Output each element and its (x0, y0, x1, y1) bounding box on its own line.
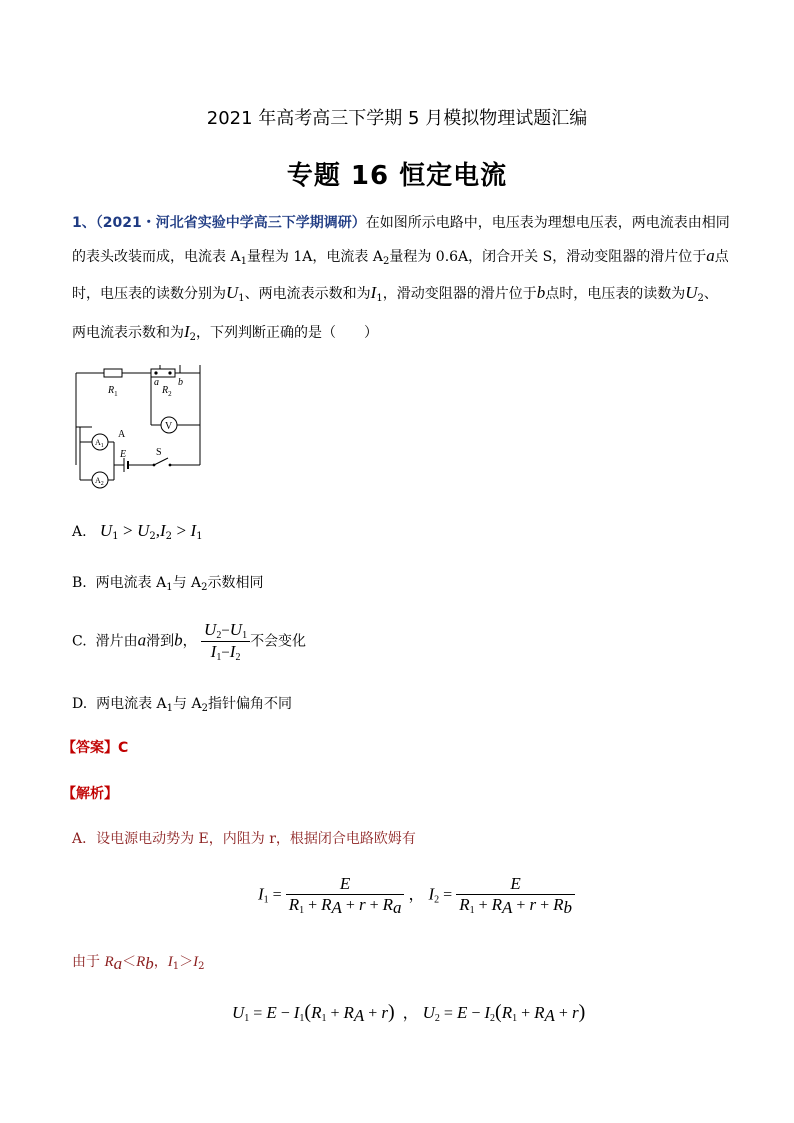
question-line-4 (72, 322, 378, 348)
sym: ) (578, 1001, 586, 1023)
sub: 1 (469, 905, 475, 916)
sym: R (104, 954, 114, 970)
sub: 2 (198, 961, 205, 972)
sub: A (331, 898, 342, 917)
label-V: V (165, 421, 173, 432)
sub: 2 (165, 531, 173, 542)
symbol-U: U (226, 283, 239, 302)
sub: 1 (112, 531, 119, 542)
sym: = (272, 886, 282, 904)
sub: 1 (299, 905, 305, 916)
label-A2: $A_2$ (95, 476, 104, 487)
sym: ， (402, 1005, 419, 1022)
sym: R (501, 1003, 513, 1022)
sym: I (428, 884, 435, 904)
sub: 1 (166, 703, 174, 714)
sym: + (308, 897, 318, 914)
option-text: 两电流表 A (95, 575, 167, 591)
question-line-3 (72, 283, 718, 309)
sym: R (382, 895, 393, 914)
sub: b (145, 954, 154, 973)
option-c (72, 620, 306, 663)
sym: I (190, 521, 197, 540)
sub: 1 (196, 531, 203, 542)
q-text: 量程为 1A，电流表 A (246, 249, 383, 265)
sym: − (280, 1005, 290, 1022)
sub: 1 (376, 293, 383, 304)
sub: A (502, 898, 513, 917)
sub: 2 (216, 630, 222, 641)
sym: r (571, 1003, 579, 1022)
sub: 2 (490, 1013, 496, 1024)
label-b: b (178, 377, 183, 388)
sym: R (288, 895, 300, 914)
q-text: 点 (714, 249, 729, 265)
sym: = (443, 886, 453, 904)
q-text: 、两电流表示数和为 (244, 286, 371, 302)
sub: 2 (201, 582, 208, 593)
sym: + (521, 1005, 531, 1022)
sym: ) (387, 1001, 395, 1023)
sub: 1 (512, 1013, 518, 1024)
sym: I (229, 642, 236, 661)
sym: I (293, 1003, 300, 1022)
answer-label: 【答案】C (62, 740, 129, 756)
option-letter: A. (72, 524, 87, 540)
sym: U (204, 620, 217, 639)
q-text: 、 (703, 286, 718, 302)
sym: + (369, 897, 379, 914)
text: ， (153, 954, 168, 970)
formula-voltages (232, 1000, 585, 1026)
sym: r (529, 895, 537, 914)
label-S: S (156, 447, 162, 458)
sym: I (484, 1003, 491, 1022)
symbol-b: b (536, 283, 546, 302)
sym: , (155, 521, 160, 540)
sym: R (311, 1003, 322, 1022)
analysis-label: 【解析】 (62, 786, 118, 802)
question-source: （2021・河北省实验中学高三下学期调研） (95, 215, 366, 231)
sym: + (330, 1005, 340, 1022)
sym: = (253, 1005, 263, 1022)
sym: + (540, 897, 550, 914)
sub: 2 (434, 894, 440, 906)
sub: 1 (242, 630, 248, 641)
sym: ＞ (179, 954, 194, 970)
topic-title: 专题 16 恒定电流 (286, 161, 508, 191)
sym: E (456, 1003, 468, 1022)
sym: + (345, 897, 355, 914)
sym: = (443, 1005, 453, 1022)
sym: R (459, 895, 470, 914)
q-text: ，下列判断正确的是（ ） (196, 325, 379, 341)
symbol-a: a (706, 246, 715, 265)
sym: U (422, 1003, 435, 1022)
series-title: 2021 年高考高三下学期 5 月模拟物理试题汇编 (206, 108, 588, 129)
question-text-1: 在如图所示电路中，电压表为理想电压表，两电流表由相同 (365, 215, 730, 231)
option-letter: C. (72, 633, 87, 650)
symbol-I: I (370, 283, 377, 302)
sub: 1 (263, 894, 269, 906)
option-a (72, 521, 203, 542)
option-text: 不会变化 (250, 633, 307, 650)
label-R2: $R_2$ (162, 385, 172, 398)
sub: a (113, 954, 123, 973)
question-line-1 (72, 213, 730, 233)
sub: a (392, 898, 402, 917)
sub: 1 (240, 256, 247, 267)
sym: E (266, 1003, 277, 1022)
sub: A (353, 1006, 365, 1025)
sym: U (99, 521, 113, 540)
analysis-paragraph-1: A．设电源电动势为 E，内阻为 r，根据闭合电路欧姆有 (72, 831, 416, 847)
label-A: A (118, 429, 126, 440)
option-text: 与 A (173, 696, 202, 712)
option-text: 指针偏角不同 (207, 696, 292, 712)
sym: − (221, 645, 230, 661)
sym: r (381, 1003, 388, 1022)
fraction-i2 (456, 874, 575, 918)
option-text: 与 A (172, 575, 202, 591)
option-letter: D. (72, 696, 88, 712)
sym: R (343, 1003, 354, 1022)
sym: ( (304, 1001, 312, 1023)
q-text: ，滑动变阻器的滑片位于 (382, 286, 537, 302)
sub: 2 (434, 1013, 440, 1024)
sub: b (563, 898, 572, 917)
fraction-i1 (286, 874, 405, 918)
sym: E (286, 874, 405, 895)
sub: 1 (166, 582, 173, 593)
sub: 1 (172, 961, 180, 972)
sub: A (544, 1006, 555, 1025)
sym: + (478, 897, 488, 914)
sym: ＜ (122, 954, 137, 970)
sub: 1 (216, 652, 222, 663)
q-text: 时，电压表的读数分别为 (72, 286, 226, 302)
analysis-paragraph-2 (72, 951, 205, 974)
sym: ( (495, 1001, 502, 1023)
q-text: 两电流表示数和为 (72, 325, 184, 341)
question-line-2 (72, 246, 729, 272)
circuit-diagram (68, 365, 218, 495)
sym: R (321, 895, 332, 914)
sub: 2 (697, 293, 704, 304)
sub: 1 (321, 1013, 327, 1024)
option-d (72, 693, 292, 714)
sym: I (167, 954, 173, 970)
question-number: 1、 (72, 215, 96, 231)
sym: r (358, 895, 366, 914)
q-text: 点时，电压表的读数为 (545, 286, 686, 302)
sym: I (210, 642, 217, 661)
sub: 1 (244, 1013, 250, 1024)
sub: 1 (238, 293, 245, 304)
label-A1: $A_1$ (95, 438, 104, 449)
option-b (72, 572, 264, 593)
sub: 1 (299, 1013, 305, 1024)
sym: − (471, 1005, 481, 1022)
sym: a (137, 630, 147, 650)
sym: U (232, 1003, 245, 1022)
option-text: 示数相同 (207, 575, 264, 591)
sym: R (491, 895, 503, 914)
sym: + (368, 1005, 378, 1022)
sym: + (516, 897, 526, 914)
option-text: 滑到 (146, 633, 175, 650)
sym: ， (408, 886, 425, 904)
sym: E (456, 874, 575, 895)
sym: R (534, 1003, 545, 1022)
formula-currents (258, 874, 575, 918)
sym: U (137, 521, 150, 540)
sym: I (159, 521, 166, 540)
sub: 2 (201, 703, 208, 714)
sym: I (258, 884, 264, 904)
option-letter: B. (72, 575, 87, 591)
sub: 2 (189, 332, 197, 343)
sym: > (176, 521, 187, 540)
sym: + (558, 1005, 568, 1022)
q-text: 的表头改装而成，电流表 A (72, 249, 241, 265)
option-text: ， (182, 633, 197, 650)
sub: 2 (149, 531, 156, 542)
symbol-U: U (685, 283, 698, 302)
label-E: E (120, 449, 127, 460)
text: 由于 (72, 954, 105, 970)
sym: R (553, 895, 564, 914)
sym: > (123, 521, 133, 540)
option-text: 滑片由 (95, 633, 138, 650)
sym: R (136, 954, 146, 970)
sym: I (193, 954, 199, 970)
sym: U (229, 620, 243, 639)
sym: − (221, 623, 230, 639)
q-text: 量程为 0.6A，闭合开关 S，滑动变阻器的滑片位于 (389, 249, 707, 265)
label-a: a (154, 377, 159, 388)
sym: b (174, 630, 183, 650)
fraction-c (201, 620, 250, 663)
label-R1: $R_1$ (108, 385, 118, 398)
option-text: 两电流表 A (96, 696, 167, 712)
symbol-I: I (184, 322, 190, 341)
sub: 2 (382, 256, 390, 267)
sub: 2 (235, 652, 241, 663)
